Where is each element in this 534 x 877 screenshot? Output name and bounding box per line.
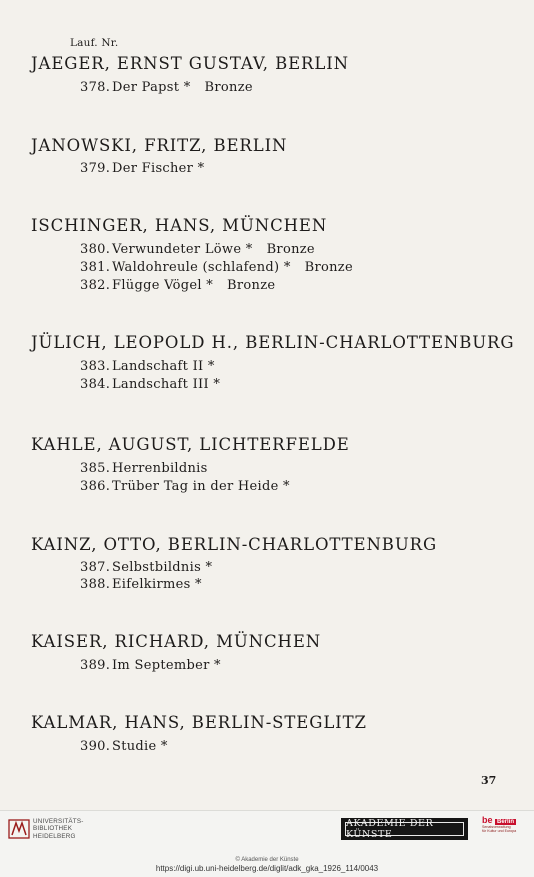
entry-medium: Bronze	[304, 260, 353, 275]
entry-title: Landschaft II *	[112, 359, 215, 374]
university-library-logo-icon[interactable]	[8, 818, 30, 840]
entry-title: Landschaft III *	[112, 377, 221, 392]
entry-title: Der Papst *	[112, 80, 191, 95]
entry-number: 382.	[80, 278, 111, 293]
catalog-entry	[80, 260, 353, 275]
entry-number: 384.	[80, 377, 111, 392]
university-library-name: UNIVERSITÄTS- BIBLIOTHEK HEIDELBERG	[33, 818, 84, 840]
catalog-entry	[80, 560, 212, 575]
entry-title: Trüber Tag in der Heide *	[112, 479, 290, 494]
page-number: 37	[481, 774, 497, 787]
catalog-entry	[80, 80, 253, 95]
entry-medium: Bronze	[266, 242, 315, 257]
entry-number: 378.	[80, 80, 111, 95]
artist-heading: JÜLICH, LEOPOLD H., BERLIN-CHARLOTTENBURG	[31, 333, 515, 352]
entry-number: 381.	[80, 260, 111, 275]
catalog-entry	[80, 377, 220, 392]
entry-title: Verwundeter Löwe *	[112, 242, 253, 257]
catalog-entry	[80, 479, 290, 494]
entry-number: 379.	[80, 161, 111, 176]
catalog-entry	[80, 658, 221, 673]
artist-heading: ISCHINGER, HANS, MÜNCHEN	[31, 216, 328, 235]
entry-title: Der Fischer *	[112, 161, 205, 176]
catalog-entry	[80, 577, 202, 592]
artist-heading: KAINZ, OTTO, BERLIN-CHARLOTTENBURG	[31, 535, 438, 554]
catalog-entry	[80, 161, 204, 176]
catalog-entry	[80, 278, 275, 293]
artist-heading: KAISER, RICHARD, MÜNCHEN	[31, 632, 322, 651]
entry-medium: Bronze	[227, 278, 276, 293]
entry-medium: Bronze	[204, 80, 253, 95]
artist-heading: JAEGER, ERNST GUSTAV, BERLIN	[31, 54, 349, 73]
entry-number: 386.	[80, 479, 111, 494]
catalog-entry	[80, 461, 208, 476]
entry-number: 383.	[80, 359, 111, 374]
catalog-entry	[80, 359, 215, 374]
entry-title: Im September *	[112, 658, 221, 673]
entry-title: Waldohreule (schlafend) *	[112, 260, 291, 275]
entry-number: 390.	[80, 739, 111, 754]
berlin-senate-logo[interactable]: be Berlin Senatsverwaltung für Kultur und Europa	[482, 815, 517, 834]
entry-title: Studie *	[112, 739, 168, 754]
akademie-der-kuenste-button[interactable]	[341, 818, 468, 840]
entry-title: Eifelkirmes *	[112, 577, 202, 592]
catalog-entry	[80, 242, 315, 257]
copyright-text: © Akademie der Künste	[235, 857, 299, 863]
entry-number: 389.	[80, 658, 111, 673]
entry-title: Flügge Vögel *	[112, 278, 214, 293]
akademie-button-label: AKADEMIE DER KÜNSTE	[345, 822, 464, 836]
entry-title: Herrenbildnis	[112, 461, 208, 476]
entry-number: 380.	[80, 242, 111, 257]
entry-number: 388.	[80, 577, 111, 592]
entry-number: 385.	[80, 461, 111, 476]
catalog-entry	[80, 739, 168, 754]
artist-heading: JANOWSKI, FRITZ, BERLIN	[31, 136, 288, 155]
entry-number: 387.	[80, 560, 111, 575]
artist-heading: KALMAR, HANS, BERLIN-STEGLITZ	[31, 713, 367, 732]
entry-title: Selbstbildnis *	[112, 560, 213, 575]
lauf-nr-heading: Lauf. Nr.	[70, 37, 119, 49]
permalink-url[interactable]: https://digi.ub.uni-heidelberg.de/diglit/adk_gka_1926_114/0043	[155, 864, 379, 873]
artist-heading: KAHLE, AUGUST, LICHTERFELDE	[31, 435, 350, 454]
